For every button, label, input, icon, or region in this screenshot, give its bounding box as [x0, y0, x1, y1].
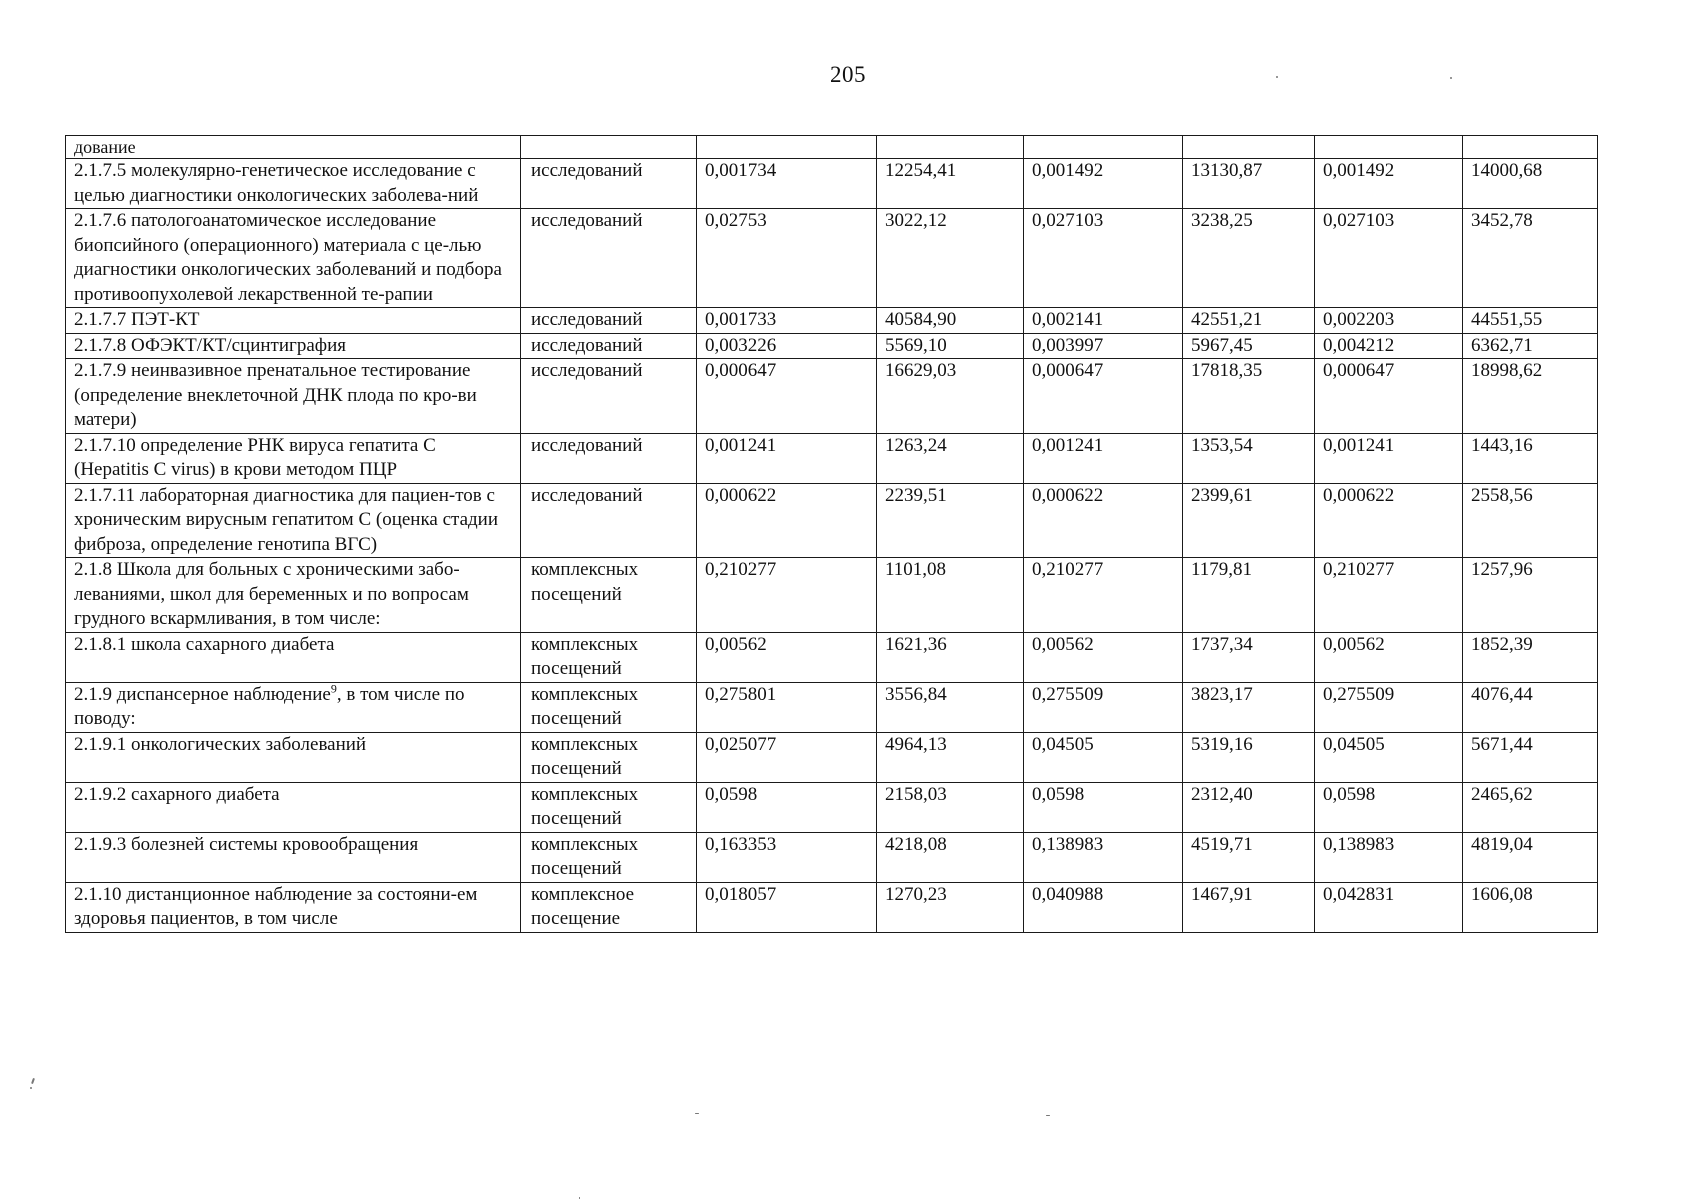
value-cell-v3: 0,001492 [1024, 159, 1183, 209]
value-cell-v2: 2239,51 [877, 483, 1024, 558]
indicator-name-continued: , в том числе по поводу: [74, 683, 465, 729]
value-cell-v6: 1606,08 [1463, 882, 1598, 932]
value-cell-v3: 0,210277 [1024, 558, 1183, 633]
value-cell-v3: 0,0598 [1024, 782, 1183, 832]
table-row [66, 159, 1598, 209]
value-cell-v1: 0,000647 [697, 359, 877, 434]
footnote-mark: 9 [330, 682, 337, 696]
indicator-name: 2.1.8.1 школа сахарного диабета [74, 633, 335, 655]
indicator-name-cell [66, 558, 521, 633]
value-cell-v1: 0,02753 [697, 209, 877, 308]
scan-speck [1450, 77, 1452, 79]
table-body [66, 136, 1598, 933]
value-cell-v1: 0,025077 [697, 732, 877, 782]
table-row [66, 632, 1598, 682]
tariff-table [65, 135, 1598, 933]
value-cell-v2 [877, 136, 1024, 159]
indicator-name-cell [66, 682, 521, 732]
value-cell-v4: 5967,45 [1183, 333, 1315, 359]
value-cell-v6: 3452,78 [1463, 209, 1598, 308]
value-cell-v2: 1270,23 [877, 882, 1024, 932]
table-row [66, 483, 1598, 558]
value-cell-v4: 42551,21 [1183, 308, 1315, 334]
value-cell-v3: 0,003997 [1024, 333, 1183, 359]
table-row [66, 882, 1598, 932]
value-cell-v2: 4218,08 [877, 832, 1024, 882]
value-cell-v3: 0,001241 [1024, 433, 1183, 483]
value-cell-v4: 3238,25 [1183, 209, 1315, 308]
value-cell-v5: 0,210277 [1315, 558, 1463, 633]
table-row [66, 732, 1598, 782]
value-cell-v1: 0,0598 [697, 782, 877, 832]
value-cell-v2: 5569,10 [877, 333, 1024, 359]
value-cell-v5: 0,000647 [1315, 359, 1463, 434]
value-cell-v3: 0,000622 [1024, 483, 1183, 558]
value-cell-v6: 1257,96 [1463, 558, 1598, 633]
unit-cell: исследований [521, 209, 697, 308]
value-cell-v1: 0,00562 [697, 632, 877, 682]
indicator-name: 2.1.7.10 определение РНК вируса гепатита С (Hepatitis С virus) в крови методом ПЦР [74, 434, 436, 480]
scan-speck [1276, 76, 1278, 78]
unit-cell: комплексных посещений [521, 632, 697, 682]
indicator-name: дование [74, 137, 136, 157]
value-cell-v5: 0,275509 [1315, 682, 1463, 732]
value-cell-v5 [1315, 136, 1463, 159]
indicator-name-cell [66, 136, 521, 159]
scan-speck [579, 1197, 580, 1199]
value-cell-v4: 1737,34 [1183, 632, 1315, 682]
table-row [66, 433, 1598, 483]
value-cell-v3 [1024, 136, 1183, 159]
value-cell-v1: 0,275801 [697, 682, 877, 732]
table-row [66, 558, 1598, 633]
value-cell-v6: 2465,62 [1463, 782, 1598, 832]
indicator-name-cell [66, 483, 521, 558]
value-cell-v2: 3022,12 [877, 209, 1024, 308]
value-cell-v2: 1263,24 [877, 433, 1024, 483]
indicator-name: 2.1.7.5 молекулярно-генетическое исследование с целью диагностики онкологических заболева-ний [74, 160, 479, 206]
value-cell-v1: 0,003226 [697, 333, 877, 359]
indicator-name: 2.1.9.3 болезней системы кровообращения [74, 833, 419, 855]
value-cell-v4: 13130,87 [1183, 159, 1315, 209]
value-cell-v2: 40584,90 [877, 308, 1024, 334]
indicator-name: 2.1.9 диспансерное наблюдение [74, 683, 331, 705]
value-cell-v3: 0,275509 [1024, 682, 1183, 732]
table-row [66, 333, 1598, 359]
value-cell-v1: 0,000622 [697, 483, 877, 558]
table-row [66, 832, 1598, 882]
table-row [66, 782, 1598, 832]
value-cell-v3: 0,000647 [1024, 359, 1183, 434]
value-cell-v5: 0,001492 [1315, 159, 1463, 209]
indicator-name: 2.1.7.6 патологоанатомическое исследование биопсийного (операционного) материала с це-лью диагностики онкологических заболеваний и подбора противоопухолевой лекарственной те-рапии [74, 210, 502, 305]
indicator-name: 2.1.9.1 онкологических заболеваний [74, 733, 367, 755]
indicator-name: 2.1.7.11 лабораторная диагностика для пациен-тов с хроническим вирусным гепатитом С (оценка стадии фиброза, определение генотипа ВГС) [74, 484, 499, 555]
value-cell-v5: 0,001241 [1315, 433, 1463, 483]
value-cell-v5: 0,138983 [1315, 832, 1463, 882]
indicator-name: 2.1.8 Школа для больных с хроническими забо-леваниями, школ для беременных и по вопросам грудного вскармливания, в том числе: [74, 559, 469, 629]
value-cell-v5: 0,004212 [1315, 333, 1463, 359]
scan-speck [30, 1087, 32, 1089]
value-cell-v3: 0,040988 [1024, 882, 1183, 932]
value-cell-v6: 4819,04 [1463, 832, 1598, 882]
value-cell-v4: 2312,40 [1183, 782, 1315, 832]
scan-speck [695, 1113, 699, 1114]
value-cell-v1: 0,210277 [697, 558, 877, 633]
unit-cell [521, 136, 697, 159]
indicator-name-cell [66, 782, 521, 832]
indicator-name-cell [66, 433, 521, 483]
indicator-name: 2.1.7.8 ОФЭКТ/КТ/сцинтиграфия [74, 334, 346, 356]
value-cell-v1 [697, 136, 877, 159]
scan-speck [1046, 1115, 1050, 1116]
indicator-name: 2.1.10 дистанционное наблюдение за состояни-ем здоровья пациентов, в том числе [74, 883, 478, 929]
value-cell-v5: 0,00562 [1315, 632, 1463, 682]
value-cell-v5: 0,002203 [1315, 308, 1463, 334]
value-cell-v6: 44551,55 [1463, 308, 1598, 334]
scan-speck [31, 1078, 35, 1084]
table-row [66, 682, 1598, 732]
value-cell-v6: 18998,62 [1463, 359, 1598, 434]
value-cell-v4: 1467,91 [1183, 882, 1315, 932]
unit-cell: исследований [521, 333, 697, 359]
indicator-name: 2.1.7.7 ПЭТ-КТ [74, 309, 200, 330]
unit-cell: комплексных посещений [521, 732, 697, 782]
indicator-name-cell [66, 333, 521, 359]
value-cell-v1: 0,001241 [697, 433, 877, 483]
indicator-name-cell [66, 632, 521, 682]
value-cell-v3: 0,027103 [1024, 209, 1183, 308]
value-cell-v2: 16629,03 [877, 359, 1024, 434]
value-cell-v2: 2158,03 [877, 782, 1024, 832]
value-cell-v5: 0,027103 [1315, 209, 1463, 308]
value-cell-v6: 2558,56 [1463, 483, 1598, 558]
table-row [66, 359, 1598, 434]
value-cell-v3: 0,00562 [1024, 632, 1183, 682]
value-cell-v6: 6362,71 [1463, 333, 1598, 359]
value-cell-v4: 5319,16 [1183, 732, 1315, 782]
value-cell-v1: 0,163353 [697, 832, 877, 882]
value-cell-v6: 14000,68 [1463, 159, 1598, 209]
value-cell-v4: 4519,71 [1183, 832, 1315, 882]
unit-cell: исследований [521, 159, 697, 209]
value-cell-v4 [1183, 136, 1315, 159]
indicator-name-cell [66, 359, 521, 434]
unit-cell: комплексных посещений [521, 558, 697, 633]
value-cell-v4: 2399,61 [1183, 483, 1315, 558]
value-cell-v5: 0,0598 [1315, 782, 1463, 832]
value-cell-v3: 0,138983 [1024, 832, 1183, 882]
value-cell-v6: 1443,16 [1463, 433, 1598, 483]
value-cell-v1: 0,018057 [697, 882, 877, 932]
unit-cell: исследований [521, 359, 697, 434]
unit-cell: исследований [521, 308, 697, 334]
unit-cell: исследований [521, 483, 697, 558]
indicator-name-cell [66, 832, 521, 882]
indicator-name: 2.1.7.9 неинвазивное пренатальное тестирование (определение внеклеточной ДНК плода по кро-ви матери) [74, 360, 477, 430]
value-cell-v4: 17818,35 [1183, 359, 1315, 434]
indicator-name-cell [66, 732, 521, 782]
indicator-name-cell [66, 882, 521, 932]
unit-cell: комплексное посещение [521, 882, 697, 932]
value-cell-v4: 1179,81 [1183, 558, 1315, 633]
unit-cell: комплексных посещений [521, 782, 697, 832]
value-cell-v2: 12254,41 [877, 159, 1024, 209]
value-cell-v4: 1353,54 [1183, 433, 1315, 483]
value-cell-v5: 0,04505 [1315, 732, 1463, 782]
indicator-name-cell [66, 209, 521, 308]
value-cell-v2: 3556,84 [877, 682, 1024, 732]
value-cell-v2: 1621,36 [877, 632, 1024, 682]
indicator-name-cell [66, 308, 521, 334]
value-cell-v3: 0,002141 [1024, 308, 1183, 334]
value-cell-v6: 4076,44 [1463, 682, 1598, 732]
unit-cell: комплексных посещений [521, 832, 697, 882]
table-row [66, 136, 1598, 159]
table-row [66, 308, 1598, 334]
indicator-name-cell [66, 159, 521, 209]
value-cell-v6 [1463, 136, 1598, 159]
value-cell-v2: 1101,08 [877, 558, 1024, 633]
value-cell-v4: 3823,17 [1183, 682, 1315, 732]
value-cell-v5: 0,000622 [1315, 483, 1463, 558]
value-cell-v5: 0,042831 [1315, 882, 1463, 932]
value-cell-v2: 4964,13 [877, 732, 1024, 782]
value-cell-v6: 5671,44 [1463, 732, 1598, 782]
value-cell-v3: 0,04505 [1024, 732, 1183, 782]
indicator-name: 2.1.9.2 сахарного диабета [74, 783, 280, 805]
unit-cell: исследований [521, 433, 697, 483]
value-cell-v1: 0,001734 [697, 159, 877, 209]
unit-cell: комплексных посещений [521, 682, 697, 732]
table-row [66, 209, 1598, 308]
page-number: 205 [830, 62, 866, 87]
value-cell-v1: 0,001733 [697, 308, 877, 334]
value-cell-v6: 1852,39 [1463, 632, 1598, 682]
